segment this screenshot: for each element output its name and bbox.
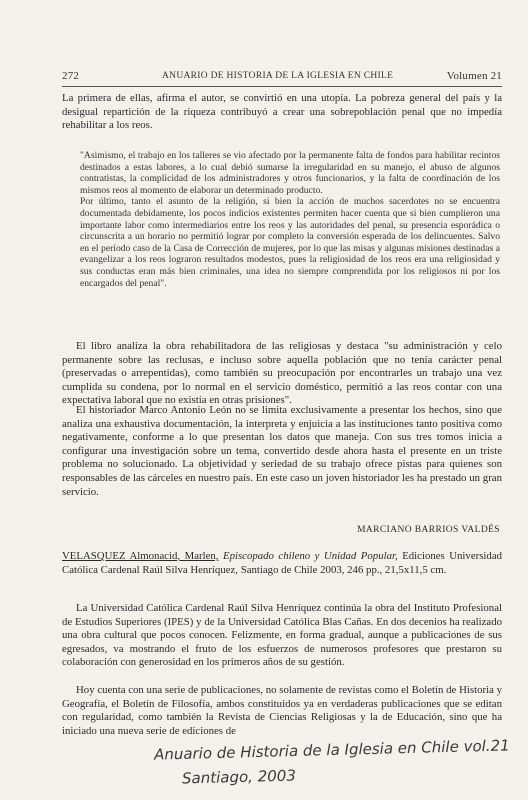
quote-paragraph-1: "Asimismo, el trabajo en los talleres se vio afectado por la permanente falta de fondos para habilitar recintos destinados a estas labores, a lo cual debió sumarse la irregularidad en su manejo, el abuso de algunos contratistas, la complicidad de los administradores y otros funcionarios, y la falta de coordinación de los mismos reos al momento de elaborar un determinado producto.: [80, 150, 500, 196]
running-header: [62, 70, 502, 84]
running-title: ANUARIO DE HISTORIA DE LA IGLESIA EN CHILE: [162, 71, 394, 81]
handwritten-note-2: Santiago, 2003: [178, 766, 300, 787]
review-publisher: Ediciones Universidad Católica Cardenal Raúl Silva Henríquez, Santiago de Chile 2003, 246 pp., 21,5x11,5 cm.: [62, 550, 503, 576]
review-book-title: Episcopado chileno y Unidad Popular,: [222, 550, 398, 562]
paragraph-3: El historiador Marco Antonio León no se limita exclusivamente a presentar los hechos, sino que analiza una exhaustiva documentación, la interpreta y enjuicia a las instituciones tanto positiva como negativamente, conforme a lo que presentan los datos que maneja. Con sus tres tomos inicia a configurar una investigación sobre un tema, convertido desde ahora hasta el presente en un triste problema no solucionado. La objetividad y seriedad de su trabajo ofrece pistas para quienes son responsables de las cárceles en nuestro país. En este caso un joven historiador les ha prestado un gran servicio.: [62, 404, 502, 498]
header-rule: [62, 86, 502, 87]
handwritten-note-1: Anuario de Historia de la Iglesia en Chile vol.21: [150, 736, 514, 764]
quote-paragraph-2: Por último, tanto el asunto de la religión, si bien la acción de muchos sacerdotes no se encuentra documentada debidamente, los pocos indicios existentes permiten hacer cuenta que si bien cumplieron una importante labor como intermediarios entre los reos y las autoridades del penal, su presencia esporádica o circunscrita a un horario no permitió lograr por completo la conversión esperada de los delincuentes. Salvo en el período caso de la Casa de Corrección de mujeres, por lo que las misas y algunas misiones destinadas a evangelizar a los reos lograron resultados modestos, pues la religiosidad de los reos era una religiosidad y sus conductas eran más bien criminales, una idea no siempre comprendida por los religiosos ni por los encargados del penal".: [80, 196, 500, 289]
volume-label: Volumen 21: [446, 70, 502, 82]
block-quote: [80, 150, 500, 289]
paragraph-5: Hoy cuenta con una serie de publicaciones, no solamente de revistas como el Boletín de Historia y Geografía, el Boletín de Filosofía, ambos constituidos ya en verdaderas publicaciones que se editan con regularidad, como también la Revista de Ciencias Religiosas y la de Educación, sino que ha iniciado una nueva serie de ediciones de: [62, 684, 502, 737]
review-citation: [62, 550, 502, 577]
paragraph-4: La Universidad Católica Cardenal Raúl Silva Henríquez continúa la obra del Instituto Profesional de Estudios Superiores (IPES) y de la Universidad Católica Blas Cañas. En dos decenios ha realizado una obra cultural que pocos conocen. Felizmente, en forma gradual, aunque a publicaciones de sus egresados, va mostrando el fruto de los esfuerzos de numerosos profesores que prestaron su colaboración con generosidad en los primeros años de su gestión.: [62, 602, 502, 669]
page-number: 272: [62, 70, 80, 82]
paragraph-2: El libro analiza la obra rehabilitadora de las religiosas y destaca "su administración y celo permanente sobre las reclusas, e incluso sobre aquella población que no tenía carácter penal (preservadas o arrepentidas), como también su preocupación por encontrarles un trabajo una vez cumplida su condena, por lo normal en el servicio doméstico, permitió a las reos contar con una expectativa laboral que no existía en otras prisiones".: [62, 340, 502, 407]
reviewer-signature: MARCIANO BARRIOS VALDÉS: [357, 525, 500, 535]
paragraph-1: La primera de ellas, afirma el autor, se convirtió en una utopía. La pobreza general del país y la desigual repartición de la riqueza contribuyó a crear una sobrepoblación penal que no impedía rehabilitar a los reos.: [62, 92, 502, 132]
review-author: VELASQUEZ Almonacid, Marlen,: [62, 550, 219, 562]
